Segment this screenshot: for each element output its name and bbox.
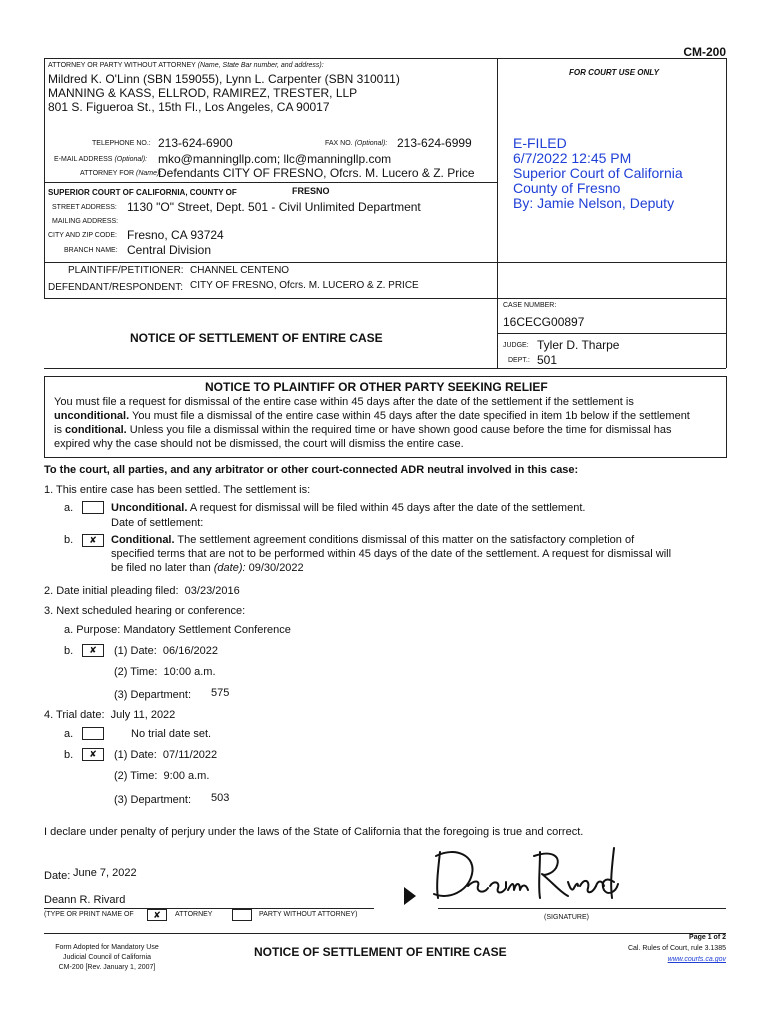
notice-line-1: You must file a request for dismissal of the entire case within 45 days after the date of the settlement if the settlement is — [54, 396, 634, 408]
telephone-value: 213-624-6900 — [158, 136, 233, 150]
mailing-label: MAILING ADDRESS: — [52, 218, 119, 225]
date-label: Date: — [44, 870, 71, 882]
dept-value: 501 — [537, 353, 558, 367]
street-value: 1130 "O" Street, Dept. 501 - Civil Unlimited Department — [127, 200, 421, 214]
judge-label: JUDGE: — [503, 342, 529, 349]
item-4b2: (2) Time: 9:00 a.m. — [114, 770, 210, 782]
item-1a-date-label: Date of settlement: — [111, 517, 204, 529]
fax-value: 213-624-6999 — [397, 136, 472, 150]
date-value: June 7, 2022 — [73, 867, 137, 879]
email-value: mko@manningllp.com; llc@manningllp.com — [158, 152, 392, 166]
item-3b3-label: (3) Department: — [114, 689, 192, 701]
rule-citation: Cal. Rules of Court, rule 3.1385 — [627, 945, 726, 952]
right-border — [726, 58, 727, 368]
case-number-value: 16CECG00897 — [503, 315, 585, 329]
item-4b-letter: b. — [64, 749, 74, 761]
stamp-line: 6/7/2022 12:45 PM — [513, 150, 632, 166]
item-3b-letter: b. — [64, 645, 74, 657]
item-1a-letter: a. — [64, 502, 74, 514]
notice-heading: NOTICE TO PLAINTIFF OR OTHER PARTY SEEKING RELIEF — [205, 380, 548, 394]
declaration: I declare under penalty of perjury under the laws of the State of California that the foregoing is true and correct. — [44, 826, 584, 838]
item-4a-letter: a. — [64, 728, 74, 740]
court-use-label: FOR COURT USE ONLY — [569, 68, 659, 77]
court-heading: SUPERIOR COURT OF CALIFORNIA, COUNTY OF — [48, 188, 237, 197]
dept-label: DEPT.: — [508, 357, 530, 364]
notice-line-4: expired why the case should not be dismissed, the court will dismiss the entire case. — [54, 438, 464, 450]
type-print-label: (TYPE OR PRINT NAME OF — [44, 911, 134, 918]
attorney-label: ATTORNEY OR PARTY WITHOUT ATTORNEY (Name, State Bar number, and address): — [48, 62, 324, 69]
fax-label: FAX NO. (Optional): — [325, 140, 388, 147]
item-4a-text: No trial date set. — [131, 728, 212, 740]
footer-rule — [44, 933, 726, 934]
attorney-line-1: Mildred K. O'Linn (SBN 159055), Lynn L. Carpenter (SBN 310011) — [48, 72, 400, 86]
parties-bottom-rule — [44, 298, 726, 299]
efiled-stamp — [513, 136, 683, 211]
stamp-line: By: Jamie Nelson, Deputy — [513, 195, 675, 211]
footer-left-line: Form Adopted for Mandatory Use — [55, 944, 159, 951]
to-court-heading: To the court, all parties, and any arbitrator or other court-connected ADR neutral involved in this case: — [44, 464, 579, 476]
party-label: PARTY WITHOUT ATTORNEY) — [259, 911, 358, 918]
form-id: CM-200 — [683, 45, 726, 59]
attorney-for-label: ATTORNEY FOR (Name): — [80, 170, 162, 177]
signature-line — [438, 908, 726, 909]
branch-label: BRANCH NAME: — [64, 247, 118, 254]
arrow-icon — [403, 886, 417, 906]
signature-image — [428, 842, 628, 906]
attorney-label: ATTORNEY — [175, 911, 213, 918]
signature-label: (SIGNATURE) — [544, 914, 589, 921]
city-label: CITY AND ZIP CODE: — [48, 232, 117, 239]
item-1b-line-1: Conditional. The settlement agreement conditions dismissal of this matter on the satisfactory completion of — [111, 534, 635, 546]
email-label: E-MAIL ADDRESS (Optional): — [54, 156, 148, 163]
court-county: FRESNO — [292, 186, 330, 196]
item-3b2: (2) Time: 10:00 a.m. — [114, 666, 216, 678]
printed-name: Deann R. Rivard — [44, 894, 126, 906]
name-line — [44, 908, 374, 909]
notice-line-2: unconditional. You must file a dismissal of the entire case within 45 days after the date specified in item 1b below if the settlement — [54, 410, 690, 422]
item-1b-line-2: specified terms that are not to be performed within 45 days of the date of the settlement. A request for dismissal will — [111, 548, 672, 560]
footer-left-line: Judicial Council of California — [63, 954, 151, 961]
item-1b-letter: b. — [64, 534, 74, 546]
item-2: 2. Date initial pleading filed: 03/23/2016 — [44, 585, 240, 597]
case-number-rule — [497, 333, 726, 334]
party-checkbox[interactable] — [232, 909, 252, 921]
conditional-checkbox[interactable]: ✘ — [82, 534, 104, 547]
court-section-rule — [44, 182, 497, 183]
footer-left — [44, 943, 170, 973]
item-3a: a. Purpose: Mandatory Settlement Conference — [64, 624, 291, 636]
stamp-line: E-FILED — [513, 135, 567, 151]
left-border — [44, 58, 45, 298]
attorney-for-value: Defendants CITY OF FRESNO, Ofcrs. M. Lucero & Z. Price — [158, 166, 475, 180]
item-1a-text: Unconditional. A request for dismissal will be filed within 45 days after the date of the settlement. — [111, 502, 586, 514]
unconditional-checkbox[interactable] — [82, 501, 104, 514]
footer-left-line: CM-200 [Rev. January 1, 2007] — [58, 964, 156, 971]
judge-value: Tyler D. Tharpe — [537, 338, 620, 352]
item-4: 4. Trial date: July 11, 2022 — [44, 709, 176, 721]
case-number-label: CASE NUMBER: — [503, 302, 557, 309]
defendant-value: CITY OF FRESNO, Ofcrs. M. LUCERO & Z. PRICE — [190, 280, 419, 291]
hearing-date-checkbox[interactable]: ✘ — [82, 644, 104, 657]
notice-line-3: is conditional. Unless you file a dismissal within the required time or have shown good cause before the time for dismissal has — [54, 424, 672, 436]
stamp-line: Superior Court of California — [513, 165, 683, 181]
item-4b3-label: (3) Department: — [114, 794, 192, 806]
stamp-line: County of Fresno — [513, 180, 621, 196]
item-1b-line-3: be filed no later than (date): 09/30/2022 — [111, 562, 304, 574]
page-number: Page 1 of 2 — [689, 934, 726, 941]
item-4b1: (1) Date: 07/11/2022 — [114, 749, 218, 761]
attorney-line-2: MANNING & KASS, ELLROD, RAMIREZ, TRESTER, LLP — [48, 86, 358, 100]
plaintiff-value: CHANNEL CENTENO — [190, 265, 290, 276]
item-3b3-value: 575 — [211, 687, 230, 699]
item-3: 3. Next scheduled hearing or conference: — [44, 605, 246, 617]
telephone-label: TELEPHONE NO.: — [92, 140, 151, 147]
trial-date-checkbox[interactable]: ✘ — [82, 748, 104, 761]
parties-top-rule — [44, 262, 726, 263]
item-3b1: (1) Date: 06/16/2022 — [114, 645, 218, 657]
title-bottom-rule — [44, 368, 726, 369]
footer-title: NOTICE OF SETTLEMENT OF ENTIRE CASE — [254, 945, 507, 959]
plaintiff-label: PLAINTIFF/PETITIONER: — [68, 265, 184, 276]
item-4b3-value: 503 — [211, 792, 230, 804]
street-label: STREET ADDRESS: — [52, 204, 117, 211]
city-value: Fresno, CA 93724 — [127, 228, 224, 242]
branch-value: Central Division — [127, 243, 212, 257]
attorney-line-3: 801 S. Figueroa St., 15th Fl., Los Angeles, CA 90017 — [48, 100, 330, 114]
header-top-rule — [44, 58, 726, 59]
no-trial-date-checkbox[interactable] — [82, 727, 104, 740]
document-title: NOTICE OF SETTLEMENT OF ENTIRE CASE — [130, 331, 383, 345]
courts-link[interactable]: www.courts.ca.gov — [667, 956, 726, 963]
attorney-checkbox[interactable]: ✘ — [147, 909, 167, 921]
defendant-label: DEFENDANT/RESPONDENT: — [48, 282, 184, 293]
item-1: 1. This entire case has been settled. The settlement is: — [44, 484, 311, 496]
